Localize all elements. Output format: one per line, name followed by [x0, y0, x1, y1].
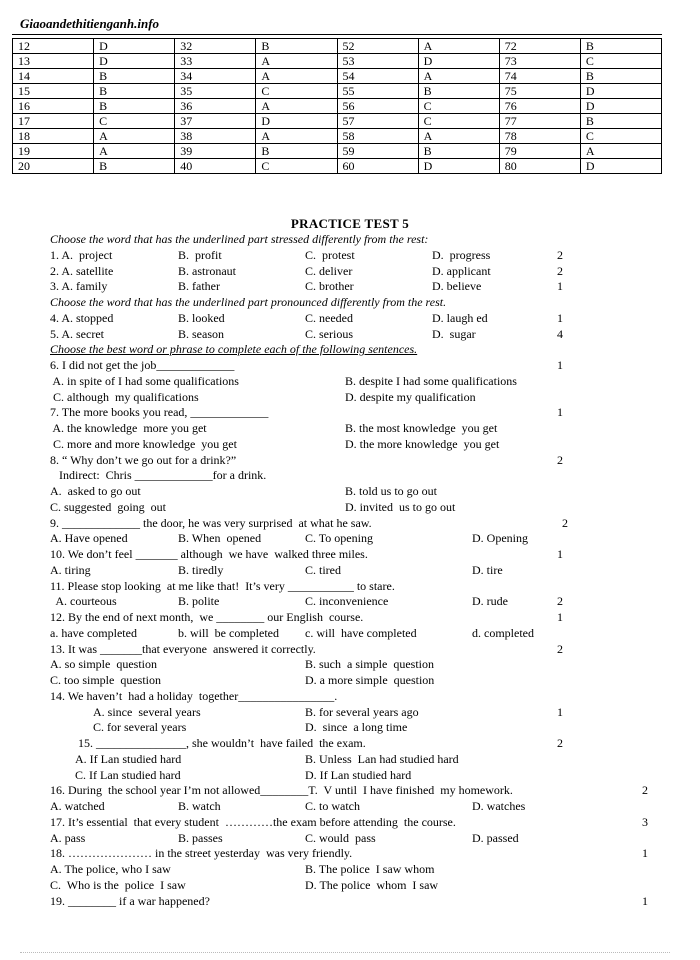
score-value: 2	[557, 594, 563, 609]
answer-cell: C	[418, 99, 499, 114]
line-text: C. serious	[305, 326, 353, 341]
line-text: A. If Lan studied hard	[75, 751, 182, 766]
score-value: 1	[557, 610, 563, 624]
test-line	[0, 295, 700, 310]
line-text: C. inconvenience	[305, 594, 389, 609]
line-text: d. completed	[472, 625, 534, 640]
line-text: D. passed	[472, 830, 519, 845]
test-line	[0, 563, 700, 578]
line-text: B. for several years ago	[305, 704, 419, 719]
answer-cell: B	[94, 84, 175, 99]
score-value: 1	[557, 279, 563, 294]
answer-cell: 52	[337, 39, 418, 54]
site-title: Giaoandethitienganh.info	[20, 16, 160, 31]
line-text: 8. “ Why don’t we go out for a drink?”	[50, 452, 237, 467]
answer-cell: 15	[13, 84, 94, 99]
answer-cell: 40	[175, 159, 256, 174]
answer-cell: 78	[499, 129, 580, 144]
test-line	[0, 720, 700, 735]
line-text: D. the more knowledge you get	[345, 436, 500, 451]
test-line	[0, 264, 700, 279]
answer-cell: D	[580, 159, 661, 174]
line-text: B. watch	[178, 799, 221, 813]
answer-cell: 37	[175, 114, 256, 129]
answer-cell: B	[418, 84, 499, 99]
line-text: D. invited us to go out	[345, 499, 456, 514]
test-line	[0, 579, 700, 594]
score-value: 1	[557, 310, 563, 325]
answer-row	[13, 114, 662, 129]
answer-cell: D	[418, 159, 499, 174]
answer-cell: C	[256, 84, 337, 99]
test-line	[0, 736, 700, 751]
answer-cell: 13	[13, 54, 94, 69]
test-line	[0, 657, 700, 672]
answer-cell: 39	[175, 144, 256, 159]
score-value: 2	[557, 736, 563, 750]
test-line	[0, 421, 700, 436]
test-line	[0, 626, 700, 641]
line-text: D. believe	[432, 279, 482, 294]
line-text: Choose the best word or phrase to complete each of the following sentences.	[50, 342, 418, 357]
test-line	[0, 768, 700, 783]
line-text: a. have completed	[50, 625, 137, 640]
line-text: C. for several years	[93, 720, 187, 735]
line-text: C. deliver	[305, 263, 353, 278]
line-text: A. Have opened	[50, 531, 128, 546]
test-line	[0, 815, 700, 830]
answer-cell: C	[418, 114, 499, 129]
answer-cell: A	[94, 129, 175, 144]
line-text: C. to watch	[305, 799, 360, 813]
answer-cell: A	[256, 129, 337, 144]
answer-row	[13, 144, 662, 159]
line-text: C. although my qualifications	[50, 389, 199, 404]
answer-cell: 58	[337, 129, 418, 144]
answer-cell: 35	[175, 84, 256, 99]
line-text: 3. A. family	[50, 279, 108, 294]
answer-cell: 17	[13, 114, 94, 129]
line-text: D. despite my qualification	[345, 389, 476, 404]
answer-cell: 59	[337, 144, 418, 159]
answer-cell: 14	[13, 69, 94, 84]
line-text: B. passes	[178, 830, 223, 845]
test-line	[0, 862, 700, 877]
line-text: D. The police whom I saw	[305, 877, 439, 892]
line-text: A. The police, who I saw	[50, 862, 171, 876]
answer-cell: 38	[175, 129, 256, 144]
line-text: B. the most knowledge you get	[345, 421, 498, 435]
score-value: 1	[557, 405, 563, 420]
line-text: 2. A. satellite	[50, 263, 114, 278]
line-text: A. since several years	[93, 704, 201, 719]
line-text: D. progress	[432, 247, 491, 262]
score-value: 1	[642, 846, 648, 861]
answer-row	[13, 39, 662, 54]
answer-cell: B	[94, 69, 175, 84]
score-value: 1	[557, 547, 563, 561]
answer-cell: 75	[499, 84, 580, 99]
line-text: B. told us to go out	[345, 484, 438, 498]
line-text: D. rude	[472, 594, 508, 609]
answer-cell: 72	[499, 39, 580, 54]
line-text: C. too simple question	[50, 673, 161, 687]
answer-cell: 32	[175, 39, 256, 54]
answer-cell: A	[256, 54, 337, 69]
line-text: B. such a simple question	[305, 657, 434, 672]
answer-cell: 12	[13, 39, 94, 54]
line-text: C. would pass	[305, 830, 376, 845]
line-text: D. sugar	[432, 326, 476, 341]
line-text: D. laugh ed	[432, 310, 488, 325]
answer-cell: D	[256, 114, 337, 129]
line-text: A. courteous	[50, 594, 117, 609]
line-text: C. Who is the police I saw	[50, 877, 186, 892]
test-line	[0, 405, 700, 420]
answer-cell: C	[94, 114, 175, 129]
answer-cell: 16	[13, 99, 94, 114]
test-line	[0, 358, 700, 373]
line-text: A. tiring	[50, 562, 91, 577]
line-text: B. When opened	[178, 531, 262, 546]
line-text: 14. We haven’t had a holiday together________________.	[50, 688, 338, 703]
answer-cell: A	[418, 39, 499, 54]
line-text: A. pass	[50, 830, 86, 845]
answer-row	[13, 129, 662, 144]
line-text: D. since a long time	[305, 720, 408, 735]
test-line	[0, 468, 700, 483]
line-text: 4. A. stopped	[50, 310, 114, 325]
answer-cell: B	[256, 144, 337, 159]
test-line	[0, 689, 700, 704]
score-value: 2	[557, 641, 563, 656]
line-text: 5. A. secret	[50, 326, 104, 341]
score-value: 3	[642, 814, 648, 829]
test-line	[0, 878, 700, 893]
line-text: D. Opening	[472, 531, 528, 546]
answer-row	[13, 84, 662, 99]
line-text: D. watches	[472, 799, 526, 813]
test-line	[0, 894, 700, 909]
line-text: C. suggested going out	[50, 499, 166, 514]
line-text: Indirect: Chris _____________for a drink.	[50, 468, 267, 483]
score-value: 1	[642, 893, 648, 908]
answer-cell: C	[580, 129, 661, 144]
answer-cell: 54	[337, 69, 418, 84]
answer-cell: 53	[337, 54, 418, 69]
answer-row	[13, 99, 662, 114]
line-text: B. Unless Lan had studied hard	[305, 751, 459, 766]
score-value: 2	[557, 263, 563, 278]
answer-cell: 73	[499, 54, 580, 69]
test-title: PRACTICE TEST 5	[290, 216, 410, 231]
answer-cell: 56	[337, 99, 418, 114]
answer-cell: 36	[175, 99, 256, 114]
line-text: Choose the word that has the underlined part pronounced differently from the rest.	[50, 295, 447, 309]
answer-cell: D	[94, 54, 175, 69]
answer-cell: 19	[13, 144, 94, 159]
test-line	[0, 311, 700, 326]
test-line	[0, 500, 700, 515]
answer-cell: A	[418, 69, 499, 84]
line-text: D. a more simple question	[305, 673, 435, 687]
answer-row	[13, 69, 662, 84]
score-value: 2	[642, 783, 648, 798]
answer-cell: 77	[499, 114, 580, 129]
answer-cell: 57	[337, 114, 418, 129]
answer-cell: D	[418, 54, 499, 69]
answer-cell: A	[256, 99, 337, 114]
line-text: A. so simple question	[50, 657, 157, 672]
answer-cell: A	[94, 144, 175, 159]
test-line	[0, 484, 700, 499]
score-value: 2	[557, 452, 563, 467]
line-text: Choose the word that has the underlined part stressed differently from the rest:	[50, 232, 429, 246]
score-value: 2	[557, 247, 563, 262]
page-footer-rule	[20, 952, 670, 953]
test-line	[0, 752, 700, 767]
answer-row	[13, 54, 662, 69]
test-line	[0, 783, 700, 798]
line-text: B. The police I saw whom	[305, 862, 435, 876]
answer-cell: D	[580, 99, 661, 114]
answer-cell: 55	[337, 84, 418, 99]
line-text: A. the knowledge more you get	[50, 421, 207, 435]
test-line	[0, 610, 700, 625]
test-line	[0, 342, 700, 357]
line-text: D. tire	[472, 562, 503, 577]
test-line	[0, 453, 700, 468]
answer-cell: A	[418, 129, 499, 144]
score-value: 1	[557, 358, 563, 372]
answer-cell: A	[580, 144, 661, 159]
answer-cell: B	[94, 99, 175, 114]
line-text: B. polite	[178, 594, 220, 609]
line-text: C. protest	[305, 247, 355, 262]
answer-cell: 80	[499, 159, 580, 174]
line-text: 12. By the end of next month, we ________ our English course.	[50, 610, 364, 624]
test-line	[0, 531, 700, 546]
test-line	[0, 831, 700, 846]
line-text: 18. ………………… in the street yesterday was very friendly.	[50, 846, 353, 861]
answer-cell: D	[94, 39, 175, 54]
line-text: 17. It’s essential that every student …………the exam before attending the course.	[50, 814, 456, 829]
line-text: 16. During the school year I’m not allowed________T. V until I have finished my homework.	[50, 783, 513, 798]
test-line	[0, 279, 700, 294]
line-text: B. looked	[178, 310, 225, 325]
test-line	[0, 705, 700, 720]
line-text: C. brother	[305, 279, 354, 294]
line-text: C. If Lan studied hard	[75, 767, 181, 782]
test-line	[0, 673, 700, 688]
answer-cell: 76	[499, 99, 580, 114]
test-line	[0, 437, 700, 452]
score-value: 4	[557, 326, 563, 341]
test-line	[0, 799, 700, 814]
line-text: D. applicant	[432, 263, 491, 278]
answer-cell: 79	[499, 144, 580, 159]
answer-key-table	[12, 38, 662, 174]
test-line	[0, 232, 700, 247]
answer-cell: B	[580, 114, 661, 129]
line-text: 10. We don’t feel _______ although we have walked three miles.	[50, 547, 368, 561]
answer-cell: 20	[13, 159, 94, 174]
test-line	[0, 846, 700, 861]
line-text: B. profit	[178, 247, 222, 262]
line-text: B. tiredly	[178, 562, 224, 577]
score-value: 2	[562, 515, 568, 530]
line-text: 6. I did not get the job_____________	[50, 358, 235, 372]
answer-cell: B	[418, 144, 499, 159]
line-text: A. watched	[50, 799, 105, 813]
test-line	[0, 327, 700, 342]
answer-cell: 74	[499, 69, 580, 84]
test-line	[0, 248, 700, 263]
answer-cell: B	[580, 39, 661, 54]
answer-cell: 33	[175, 54, 256, 69]
test-line	[0, 594, 700, 609]
line-text: B. season	[178, 326, 224, 341]
test-line	[0, 374, 700, 389]
line-text: D. If Lan studied hard	[305, 767, 412, 782]
answer-cell: 34	[175, 69, 256, 84]
answer-cell: 18	[13, 129, 94, 144]
test-line	[0, 390, 700, 405]
line-text: 15. _______________, she wouldn’t have failed the exam.	[78, 736, 366, 750]
line-text: A. in spite of I had some qualifications	[50, 373, 239, 388]
line-text: C. To opening	[305, 531, 373, 546]
line-text: c. will have completed	[305, 625, 417, 640]
header-rule	[12, 34, 662, 35]
answer-cell: 60	[337, 159, 418, 174]
line-text: b. will be completed	[178, 625, 279, 640]
line-text: 13. It was _______that everyone answered it correctly.	[50, 641, 316, 656]
line-text: 9. _____________ the door, he was very surprised at what he saw.	[50, 515, 372, 530]
answer-cell: C	[256, 159, 337, 174]
answer-cell: C	[580, 54, 661, 69]
answer-cell: D	[580, 84, 661, 99]
line-text: C. needed	[305, 310, 353, 325]
line-text: A. asked to go out	[50, 484, 141, 498]
score-value: 1	[557, 704, 563, 719]
line-text: B. despite I had some qualifications	[345, 373, 517, 388]
answer-cell: A	[256, 69, 337, 84]
test-line	[0, 547, 700, 562]
answer-cell: B	[580, 69, 661, 84]
line-text: B. father	[178, 279, 220, 294]
answer-row	[13, 159, 662, 174]
answer-cell: B	[256, 39, 337, 54]
line-text: 1. A. project	[50, 247, 113, 262]
line-text: B. astronaut	[178, 263, 236, 278]
line-text: C. more and more knowledge you get	[50, 436, 237, 451]
line-text: 7. The more books you read, _____________	[50, 405, 269, 420]
test-line	[0, 516, 700, 531]
line-text: 11. Please stop looking at me like that! It’s very ___________ to stare.	[50, 578, 395, 593]
line-text: 19. ________ if a war happened?	[50, 893, 210, 908]
line-text: C. tired	[305, 562, 341, 577]
test-line	[0, 642, 700, 657]
answer-cell: B	[94, 159, 175, 174]
